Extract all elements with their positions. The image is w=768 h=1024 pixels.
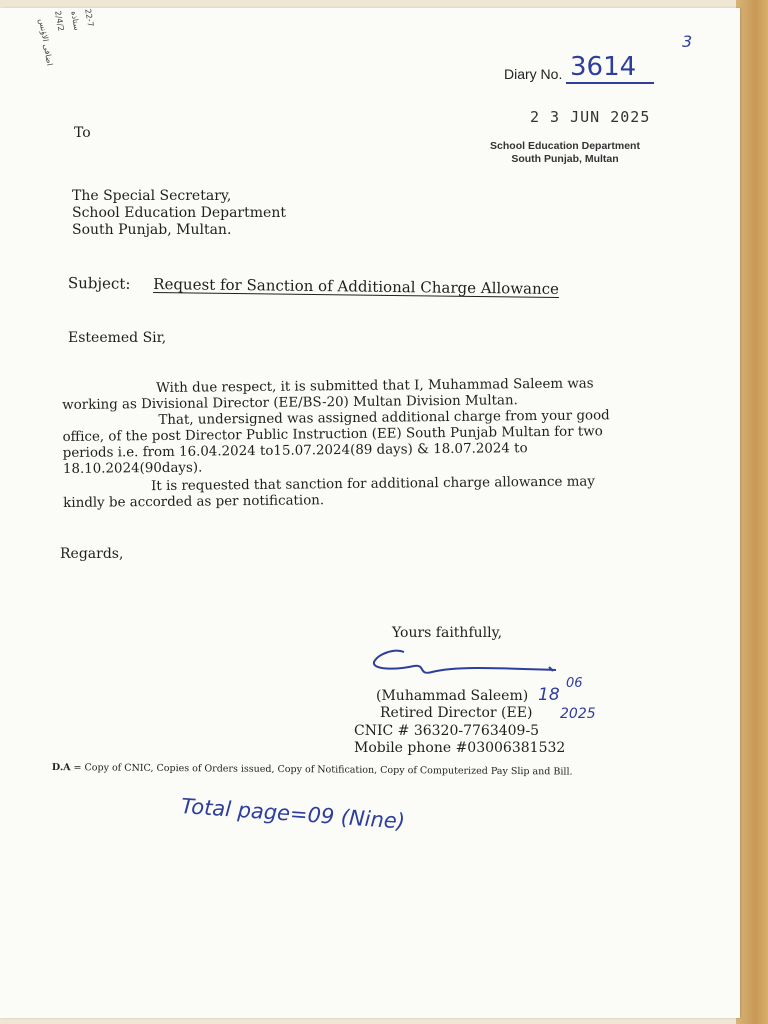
margin-note: 22-7	[83, 8, 96, 28]
diary-underline	[566, 82, 654, 84]
closing: Regards,	[60, 546, 124, 562]
letter-page	[0, 8, 740, 1018]
stamp-dept-line1: School Education Department	[490, 140, 640, 152]
body-line: That, undersigned was assigned additional charge from your good	[158, 408, 610, 428]
sign-date-day: 18	[538, 685, 560, 705]
signer-mobile: Mobile phone #03006381532	[354, 740, 566, 756]
signature	[366, 640, 576, 690]
salutation: Esteemed Sir,	[68, 330, 167, 346]
folder-edge	[736, 0, 768, 1024]
letter-body	[62, 376, 643, 512]
subject-label: Subject:	[67, 274, 131, 293]
stamp-dept-line2: South Punjab, Multan	[511, 153, 619, 165]
recipient-block	[72, 188, 286, 239]
margin-note: ستاذہ	[69, 10, 82, 32]
subject	[68, 274, 559, 298]
page-number: 3	[682, 32, 693, 51]
signoff-contacts	[354, 723, 565, 757]
signer-cnic: CNIC # 36320-7763409-5	[354, 723, 540, 739]
to-label: To	[74, 125, 91, 141]
subject-title: Request for Sanction of Additional Charge Allowance	[153, 275, 560, 298]
diary-number: 3614	[570, 52, 637, 82]
yours-faithfully: Yours faithfully,	[392, 625, 503, 641]
body-line: kindly be accorded as per notification.	[63, 493, 325, 511]
body-line: office, of the post Director Public Instruction (EE) South Punjab Multan for two	[62, 424, 603, 445]
recipient-line3: South Punjab, Multan.	[72, 222, 232, 238]
body-line: 18.10.2024(90days).	[62, 460, 203, 477]
body-line: It is requested that sanction for additional charge allowance may	[151, 474, 595, 495]
signoff-block	[376, 688, 532, 722]
da-text: = Copy of CNIC, Copies of Orders issued, Copy of Notification, Copy of Computerized Pay Slip and Bill.	[70, 762, 573, 778]
sign-date-year: 2025	[560, 706, 596, 722]
stamp-date: 2 3 JUN 2025	[530, 108, 651, 126]
body-line: working as Divisional Director (EE/BS-20) Multan Division Multan.	[62, 393, 518, 413]
signer-name: (Muhammad Saleem)	[376, 688, 529, 704]
diary-label: Diary No.	[504, 66, 563, 82]
signer-designation: Retired Director (EE)	[380, 705, 533, 721]
total-pages-note: Total page=09 (Nine)	[180, 794, 406, 834]
margin-note: 2/4/2	[53, 10, 66, 32]
sign-date-month: 06	[566, 676, 583, 691]
da-label: D.A	[51, 762, 71, 774]
stamp-department	[490, 140, 640, 166]
body-line: periods i.e. from 16.04.2024 to15.07.2024(89 days) & 18.07.2024 to	[62, 441, 528, 461]
margin-note: اضافی الاؤنس	[37, 18, 55, 67]
da-line	[52, 762, 573, 778]
recipient-line1: The Special Secretary,	[72, 188, 232, 204]
recipient-line2: School Education Department	[72, 205, 286, 221]
body-line: With due respect, it is submitted that I, Muhammad Saleem was	[155, 376, 594, 397]
